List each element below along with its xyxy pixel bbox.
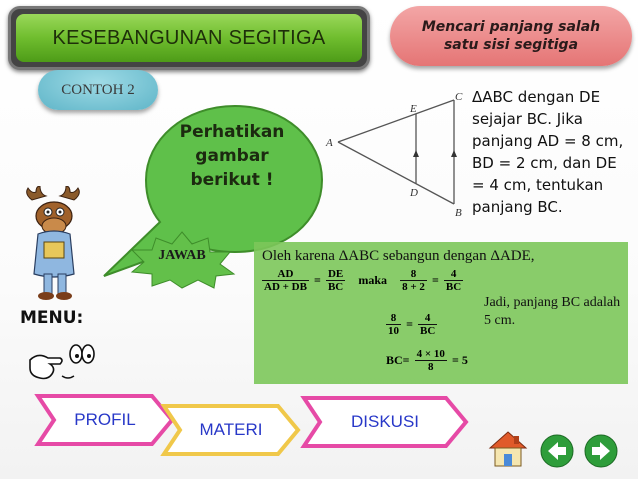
parallel-arrow-de [413, 150, 419, 157]
equation-1: $\frac{AD}{AD + DB}$ = $\frac{DE}{BC}$ maka $\frac{8}{8 + 2}$ = $\frac{4}{BC}$ [264, 268, 462, 293]
description-line: sejajar BC. Jika [472, 110, 583, 128]
description-line: ΔABC dengan DE [472, 88, 601, 106]
label-a: A [326, 137, 333, 149]
pointing-hand-icon [24, 340, 104, 386]
side-ac [338, 100, 454, 142]
subtitle-text: Mencari panjang salah satu sisi segitiga [421, 19, 601, 53]
answer-badge-label: JAWAB [158, 248, 206, 263]
example-label: CONTOH 2 [61, 81, 135, 98]
menu-profil-button[interactable] [34, 392, 176, 448]
menu-profil-label: PROFIL [74, 410, 136, 429]
parallel-arrow-bc [451, 150, 457, 157]
title-bar [8, 6, 370, 70]
fraction: $\frac{8}{10}$ [388, 312, 399, 337]
menu-materi-button[interactable] [160, 402, 302, 458]
description-line: = 4 cm, tentukan [472, 176, 604, 194]
previous-arrow-icon[interactable] [540, 434, 574, 468]
description-line: panjang BC. [472, 198, 563, 216]
label-c: C [455, 91, 463, 103]
bubble-line: gambar [195, 146, 269, 166]
bubble-line: berikut ! [190, 170, 274, 190]
fraction: $\frac{4}{BC}$ [445, 268, 462, 293]
fraction: $\frac{AD}{AD + DB}$ [264, 268, 307, 293]
triangle-figure [318, 86, 466, 226]
description-line: panjang AD = 8 cm, [472, 132, 624, 150]
menu-label: MENU: [20, 308, 84, 328]
label-b: B [455, 207, 462, 219]
menu-diskusi-button[interactable] [300, 394, 470, 450]
menu-materi-label: MATERI [199, 420, 263, 439]
description-line: BD = 2 cm, dan DE [472, 154, 617, 172]
fraction: $\frac{DE}{BC}$ [327, 268, 344, 293]
side-ab [338, 142, 454, 204]
subtitle-badge [390, 6, 632, 66]
answer-conclusion: Jadi, panjang BC adalah 5 cm. [484, 295, 621, 328]
label-e: E [410, 103, 417, 115]
fraction: $\frac{4}{BC}$ [420, 312, 436, 337]
title-bar-inner [16, 14, 362, 62]
moose-character-image [18, 186, 98, 306]
equation-3: BC= $\frac{4 \times 10}{8}$ = 5 [386, 348, 468, 373]
page-title: KESEBANGUNAN SEGITIGA [52, 26, 326, 49]
next-arrow-icon[interactable] [584, 434, 618, 468]
equation-2: $\frac{8}{10}$ = $\frac{4}{BC}$ [388, 312, 436, 337]
menu-diskusi-label: DISKUSI [350, 412, 420, 431]
speech-bubble-text [168, 120, 296, 192]
fraction: $\frac{8}{8 + 2}$ [402, 268, 425, 293]
problem-description [472, 86, 634, 218]
label-d: D [410, 187, 418, 199]
fraction: $\frac{4 \times 10}{8}$ [416, 348, 445, 373]
answer-intro: Oleh karena ΔABC sebangun dengan ΔADE, [262, 248, 535, 264]
bubble-line: Perhatikan [179, 122, 285, 142]
home-icon[interactable] [488, 428, 528, 468]
